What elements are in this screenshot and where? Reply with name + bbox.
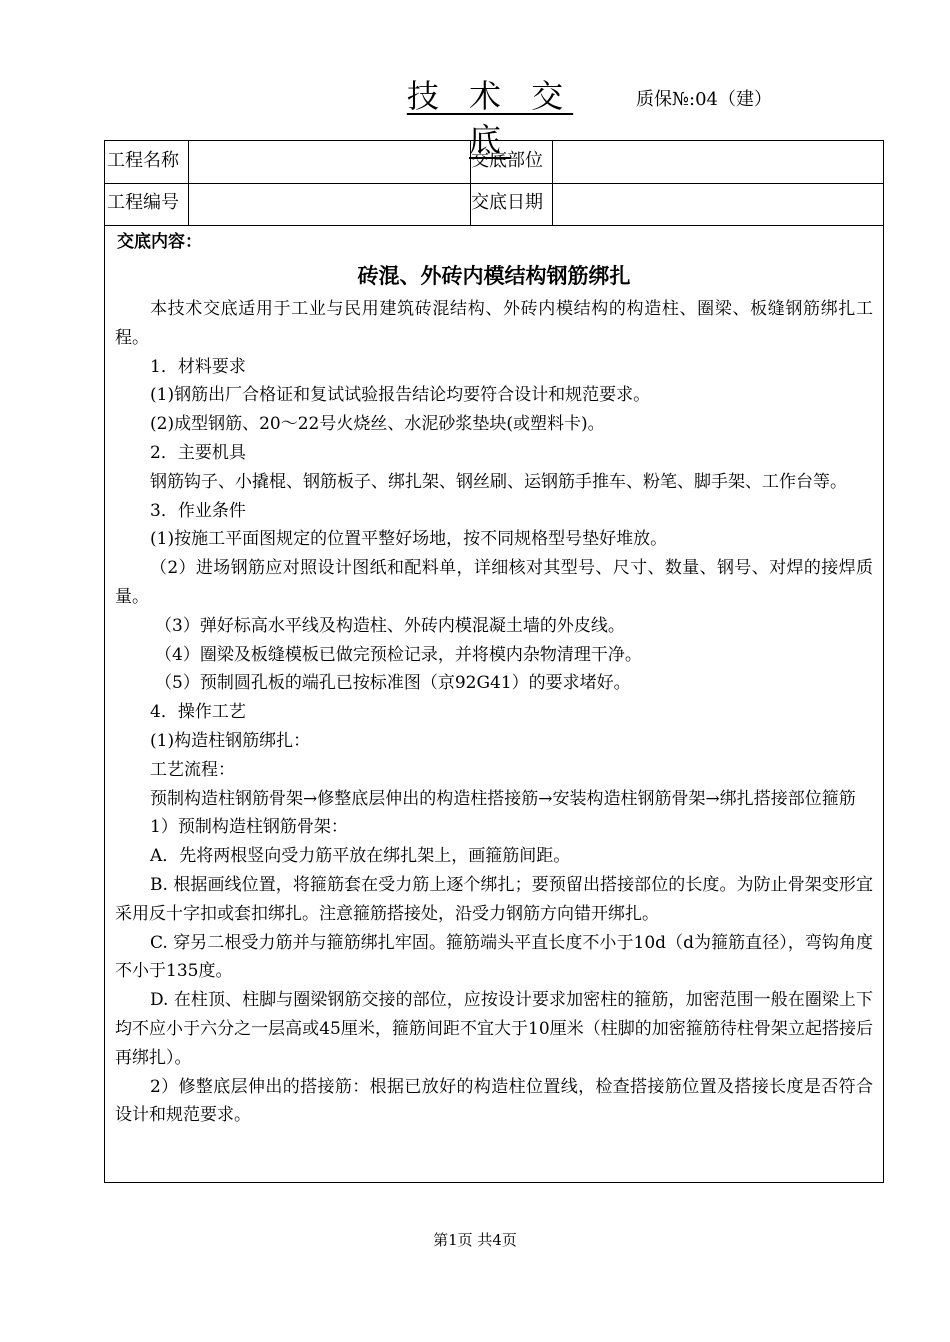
- info-row-2: [105, 183, 883, 226]
- handover-content: [105, 227, 883, 1130]
- document-header: [0, 74, 950, 159]
- project-name-field[interactable]: [189, 141, 471, 183]
- document-number: 质保№:04（建）: [636, 89, 773, 110]
- handover-part-label: 交底部位: [471, 141, 553, 183]
- paragraph: 3．作业条件: [150, 500, 246, 521]
- paragraph: 钢筋钩子、小撬棍、钢筋板子、绑扎架、钢丝刷、运钢筋手推车、粉笔、脚手架、工作台等。: [150, 471, 847, 492]
- paragraph: （5）预制圆孔板的端孔已按标准图（京92G41）的要求堵好。: [155, 673, 631, 694]
- content-title: 砖混、外砖内模结构钢筋绑扎: [357, 264, 631, 288]
- handover-date-label: 交底日期: [471, 183, 553, 225]
- project-no-label: 工程编号: [105, 183, 189, 225]
- content-heading: 交底内容：: [117, 232, 202, 252]
- paragraph: (2)成型钢筋、20～22号火烧丝、水泥砂浆垫块(或塑料卡)。: [150, 414, 605, 435]
- info-row-1: [105, 141, 883, 184]
- paragraph: (1)按施工平面图规定的位置平整好场地，按不同规格型号垫好堆放。: [150, 529, 668, 550]
- project-name-label: 工程名称: [105, 141, 189, 183]
- paragraph: 2．主要机具: [150, 442, 246, 463]
- paragraph: （4）圈梁及板缝模板已做完预检记录，并将模内杂物清理干净。: [155, 644, 642, 665]
- page-footer: 第1页 共4页: [433, 1231, 517, 1249]
- paragraph: 4．操作工艺: [150, 702, 246, 723]
- paragraph: （3）弹好标高水平线及构造柱、外砖内模混凝土墙的外皮线。: [155, 615, 625, 636]
- handover-part-field[interactable]: [553, 141, 883, 183]
- project-no-field[interactable]: [189, 183, 471, 225]
- paragraph: A．先将两根竖向受力筋平放在绑扎架上，画箍筋间距。: [150, 846, 571, 867]
- paragraph: 预制构造柱钢筋骨架→修整底层伸出的构造柱搭接筋→安装构造柱钢筋骨架→绑扎搭接部位箍筋: [150, 788, 856, 809]
- paragraph: （2）进场钢筋应对照设计图纸和配料单，详细核对其型号、尺寸、数量、钢号、对焊的接焊质量。: [115, 558, 873, 607]
- document-title: 技 术 交 底: [406, 77, 574, 159]
- paragraph: 2）修整底层伸出的搭接筋：根据已放好的构造柱位置线，检查搭接筋位置及搭接长度是否符合设计和规范要求。: [115, 1076, 873, 1126]
- paragraph: 本技术交底适用于工业与民用建筑砖混结构、外砖内模结构的构造柱、圈梁、板缝钢筋绑扎工程。: [115, 299, 873, 348]
- paragraph: B. 根据画线位置，将箍筋套在受力筋上逐个绑扎；要预留出搭接部位的长度。为防止骨架变形宜采用反十字扣或套扣绑扎。注意箍筋搭接处，沿受力钢筋方向错开绑扎。: [115, 874, 873, 924]
- paragraph: D. 在柱顶、柱脚与圈梁钢筋交接的部位，应按设计要求加密柱的箍筋，加密范围一般在圈梁上下均不应小于六分之一层高或45厘米，箍筋间距不宜大于10厘米（柱脚的加密箍筋待柱骨架立起搭接后再绑扎）。: [115, 990, 873, 1068]
- paragraph: 1．材料要求: [150, 356, 246, 377]
- paragraph: 工艺流程：: [150, 759, 235, 780]
- paragraph: C. 穿另二根受力筋并与箍筋绑扎牢固。箍筋端头平直长度不小于10d（d为箍筋直径），弯钩角度不小于135度。: [115, 932, 873, 982]
- paragraph: (1)构造柱钢筋绑扎：: [150, 730, 311, 751]
- handover-sheet: [104, 140, 884, 1183]
- paragraph: 1）预制构造柱钢筋骨架：: [150, 817, 348, 838]
- paragraph: (1)钢筋出厂合格证和复试试验报告结论均要符合设计和规范要求。: [150, 385, 651, 406]
- handover-date-field[interactable]: [553, 183, 883, 225]
